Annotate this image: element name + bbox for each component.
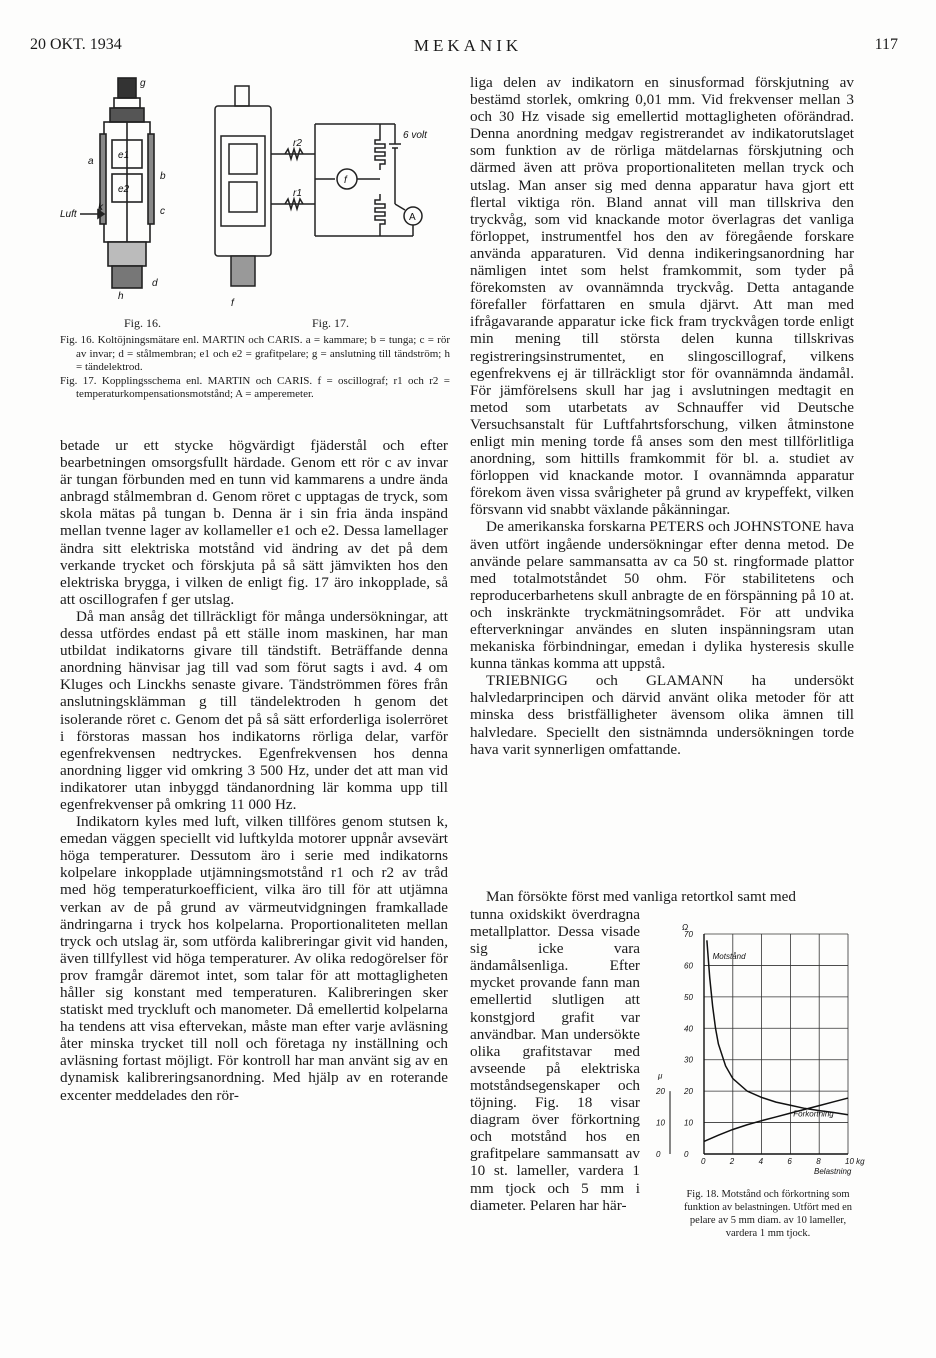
- series-label: Motstånd: [712, 952, 746, 962]
- fig16-callout-a: a: [88, 156, 94, 167]
- x-tick-label: 2: [729, 1157, 735, 1166]
- fig17-callout-amp: A: [409, 212, 416, 223]
- series-line-forkortning: [704, 1098, 848, 1141]
- fig17-callout-osc: f: [344, 175, 347, 186]
- fig16-callout-k: k: [98, 202, 103, 213]
- series-line-motstand: [707, 940, 848, 1114]
- y-tick-label-mu: 0: [656, 1150, 661, 1159]
- right-column: [470, 74, 854, 758]
- right-column-line: [470, 888, 854, 905]
- right-paragraph: liga delen av indikatorn en sinusformad förskjutning av bestämd storlek, omkring 0,01 mm. Vid frekvenser mellan 3 och 30 Hz visade sig emellertid mottagligheten oförändrad. Denna anordning medgav registrerandet av indikatorutslaget som funktion av de rörliga mätdelarnas förskjutning och därmed även att pröva proportionaliteten mellan tryck och utslag. Man anser sig med denna apparatur hava gjort ett flertal viktiga rön. Bland annat vill man tillskriva den tryckvåg, som vid knackande motor överlagras det vanliga förloppet, instrumentfel hos den av föregående forskare använda apparaturen. Vid denna indikeringsanordning har nämligen intet som helst framkommit, som tyder på förekomsten av ovannämnda tryckvåg. Detta antagande förefaller författaren en smula djärvt. Att man med ifrågavarande apparatur icke fick fram tryckvågen torde enligt min mening till största delen kunna tillskrivas registreringsinstrumentet, en slingoscillograf, vilkens egenfrekvens ej är tillräckligt stor för ovannämnda ändamål. För jämförelsens skull har jag i avslutningen medtagit en metod som utarbetats av Schnauffer vid Deutsche Versuchsanstalt für Luftfahrtsforschung, vilken åtminstone enligt min mening torde få anses som den mest tillförlitliga anordning, som hittills framkommit för bl. a. studiet av förloppen vid knackande motor. I ovannämnda apparatur förekom även vissa svårigheter på grund av krypeffekt, vilken försvann vid snabbt växlande påkänningar.: [470, 74, 854, 519]
- y-tick-label-ohm: 30: [684, 1055, 693, 1065]
- header-page-number: 117: [874, 36, 898, 53]
- fig16-callout-h: h: [118, 291, 124, 302]
- figure-captions: [60, 334, 450, 402]
- y-tick-label-ohm: 50: [684, 992, 693, 1002]
- x-tick-label: 8: [816, 1157, 821, 1166]
- left-paragraph: Indikatorn kyles med luft, vilken tillföres genom stutsen k, emedan väggen speciellt vid luftkylda motorer uppnår avsevärt höga temperaturer. Dessutom äro i serie med indikatorns kolpelare inkopplade utjämningsmotstånd r1 och r2 av tråd med hög temperaturkoefficient, vilka äro till för att utjämna verkan av de på grund av värmeutvidgningen framkallade ändringarna i tryck hos kolpelarna. Proportionaliteten mellan tryck och utslag är, som utförda kalibreringar givit vid handen, även tillfyllest vid höga temperaturer. Av olika redogörelser för prov framgår däremot intet, som talar för att mottagligheten håller sig konstant med temperaturen. Kalibreringen sker statiskt med tryckluft och manometer. Då emellertid kolpelarna ha tendens att visa eftervekan, måste man efter varje avläsning åter minska trycket till noll och företaga ny inställning och avläsning fortast möjligt. För kontroll har man använt sig av en dynamisk kalibreringsanordning. Med hjälp av en roterande excenter meddelades den rör-: [60, 813, 448, 1104]
- fig17-callout-volt: 6 volt: [403, 130, 427, 141]
- fig18-caption: Fig. 18. Motstånd och förkortning som funktion av belastningen. Utfört med en pelare av 5 mm diam. av 10 lameller, vardera 1 mm tjock.: [684, 1189, 852, 1239]
- y-tick-label-ohm: 70: [684, 930, 693, 939]
- fig16-callout-e2: e2: [118, 184, 130, 195]
- right-narrow-column: [470, 906, 640, 1214]
- caption-fig17: Fig. 17. Kopplingsschema enl. MARTIN och CARIS. f = oscillograf; r1 och r2 = temperaturkompensationsmotstånd; A = amperemeter.: [60, 374, 450, 400]
- fig16-callout-c: c: [160, 206, 165, 217]
- series-label: Förkortning: [793, 1109, 834, 1119]
- fig17-label: Fig. 17.: [312, 316, 350, 330]
- fig16-callout-g: g: [140, 78, 146, 89]
- y-axis-unit-ohm: Ω: [682, 923, 689, 932]
- right-narrow-paragraph: tunna oxidskikt överdragna metallplattor. Dessa visade sig icke vara ändamålsenliga. Efter mycket provande fann man emellertid slutligen att konstgjord grafit var användbar. Man undersökte olika grafitstavar med avseende på elektriska motståndsegenskaper och töjning. Fig. 18 visar diagram över förkortning och motstånd hos en grafitpelare sammansatt av 10 st. lameller, vardera 1 mm tjock och 5 mm i diameter. Pelaren har här-: [470, 906, 640, 1214]
- fig16-callout-d: d: [152, 278, 158, 289]
- right-paragraph: De amerikanska forskarna PETERS och JOHNSTONE hava även utfört ingående undersökningar efter denna metod. De använde pelare sammansatta av ca 50 st. ringformade plattor med totalmotståndet 50 ohm. För stabilitetens och reproducerbarhetens skull anbragte de en förspänning på 10 at. och inskränkte tryckmätningsområdet. För att undvika efterverkningar användes en sluten inspänningsram utan mekaniska förbindningar, emedan i dylika hysteresis skulle kunna tänkas komma att uppstå.: [470, 518, 854, 673]
- fig17-callout-f: f: [231, 298, 234, 309]
- fig16-label: Fig. 16.: [124, 316, 162, 330]
- fig16-drawing: [60, 74, 200, 314]
- x-tick-label: 6: [787, 1157, 792, 1166]
- left-column: [60, 437, 448, 1104]
- header-date: 20 OKT. 1934: [30, 36, 122, 53]
- fig18-chart: [648, 918, 870, 1186]
- y-tick-label-ohm: 20: [684, 1087, 693, 1097]
- y-tick-label-ohm: 60: [684, 961, 693, 971]
- fig16-callout-e1: e1: [118, 150, 130, 161]
- y-tick-label-mu: 20: [656, 1087, 665, 1097]
- y-tick-label-mu: 10: [656, 1118, 665, 1128]
- caption-fig16: Fig. 16. Koltöjningsmätare enl. MARTIN och CARIS. a = kammare; b = tunga; c = rör av invar; d = stålmembran; e1 och e2 = grafitpelare; g = anslutning till tändström; h = tändelektrod.: [60, 334, 450, 373]
- x-tick-label: 0: [701, 1157, 706, 1166]
- y-axis-unit-mu: μ: [658, 1071, 663, 1081]
- x-tick-label: 4: [758, 1157, 764, 1166]
- x-axis-label: Belastning: [814, 1167, 852, 1176]
- left-paragraph: betade ur ett stycke högvärdigt fjäderstål och efter bearbetningen omsorgsfullt härdade. Genom ett rör c av invar är tungan förbunden med en tunn vid kammarens a undre ända anbragd stålmembran d. Genom röret c upptagas de tryck, som skola mätas på tungan b. Denna är i sin fria ända inspänd mellan tvenne lager av kollameller e1 och e2. Dessa lamellager ändra sitt elektriska motstånd vid ändring av det på dem verkande trycket och förskjuta på så sätt jämvikten hos den elektriska brygga, i vilken de enligt fig. 17 äro inkopplade, så att oscillografen f ger utslag.: [60, 437, 448, 608]
- chart-grid: [704, 934, 848, 1154]
- left-paragraph: Då man ansåg det tillräckligt för många undersökningar, att dessa utfördes endast på ett ställe inom maskinen, har man utbildat indikatorns givare till tändstift. Beträffande denna anordning hänvisar jag till vad som förut sagts i avd. 4 om Kluges och Linckhs senaste givare. Tändströmmen föres från anslutningsklämman g till tändelektroden h genom det isolerande röret c. Genom det på så sätt erforderliga isolerröret i förstoras massan hos indikatorns rörliga delar, varför egenfrekvensen nedtryckes. Egenfrekvensen hos denna anordning ligger vid omkring 3 500 Hz, under det att man vid indikatorer utan inbyggd tändanordning lär komma upp till egenfrekvenser på omkring 11 000 Hz.: [60, 607, 448, 813]
- y-tick-label-ohm: 0: [684, 1150, 689, 1159]
- fig16-callout-luft: Luft: [60, 209, 77, 220]
- fig16-callout-b: b: [160, 171, 166, 182]
- fig17-callout-r2: r2: [293, 138, 302, 149]
- y-tick-label-ohm: 40: [684, 1024, 693, 1034]
- y-tick-label-ohm: 10: [684, 1118, 693, 1128]
- x-tick-label: 10 kg: [845, 1157, 865, 1166]
- fig17-drawing: [205, 74, 455, 310]
- header-journal-title: MEKANIK: [413, 36, 523, 55]
- right-paragraph: TRIEBNIGG och GLAMANN ha undersökt halvledarprincipen och därvid använt olika metoder för att minska dess bristfälligheter ävensom olika ämnen till halvledare. Speciellt den sistnämnda undersökningen torde hava varit synnerligen omfattande.: [470, 672, 854, 758]
- right-paragraph-start: Man försökte först med vanliga retortkol samt med: [486, 888, 797, 905]
- fig17-callout-r1: r1: [293, 188, 302, 199]
